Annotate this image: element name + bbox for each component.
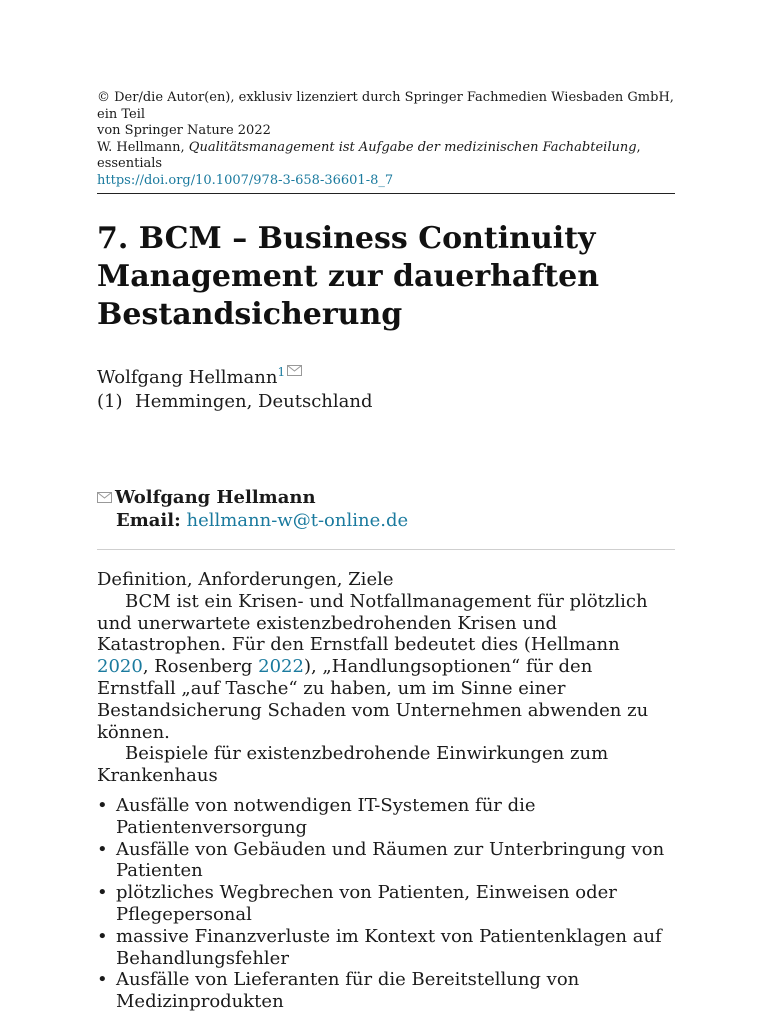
- chapter-title-line-2: Management zur dauerhaften: [97, 259, 600, 294]
- paragraph-definition: [97, 591, 675, 744]
- contact-block: [97, 486, 675, 532]
- paragraph-text: , Rosenberg: [142, 656, 259, 678]
- citation-book-title: Qualitätsmanagement ist Aufgabe der medizinischen Fachabteilung: [188, 139, 637, 155]
- citation-link-2022[interactable]: 2022: [258, 656, 304, 678]
- copyright-notice: [97, 90, 675, 189]
- list-item: • Ausfälle von notwendigen IT-Systemen für die Patientenversorgung: [97, 795, 675, 839]
- section-heading: Definition, Anforderungen, Ziele: [97, 569, 394, 590]
- affiliation-text: Hemmingen, Deutschland: [135, 391, 373, 412]
- copyright-line-2: von Springer Nature 2022: [97, 123, 271, 138]
- affiliation-line: [97, 390, 675, 414]
- examples-list: [97, 795, 675, 1013]
- affiliation-ref-link[interactable]: 1: [277, 365, 286, 379]
- paragraph-text: BCM ist ein Krisen- und Notfallmanagement für plötzlich und unerwartete existenzbedrohenden Krisen und Katastrophen. Für den Ernstfall bedeutet dies (Hellmann: [97, 590, 648, 656]
- citation-line: [97, 140, 675, 173]
- list-item: • plötzliches Wegbrechen von Patienten, Einweisen oder Pflegepersonal: [97, 882, 675, 926]
- list-item: • massive Finanzverluste im Kontext von Patientenklagen auf Behandlungsfehler: [97, 926, 675, 970]
- paragraph-examples-intro: Beispiele für existenzbedrohende Einwirkungen zum Krankenhaus: [97, 743, 609, 787]
- chapter-title: [97, 220, 675, 334]
- contact-divider: [97, 549, 675, 550]
- contact-name-line: [97, 486, 675, 509]
- chapter-title-line-1: 7. BCM – Business Continuity: [97, 221, 596, 256]
- header-divider: [97, 193, 675, 194]
- email-link[interactable]: hellmann-w@t-online.de: [186, 510, 409, 531]
- citation-link-2020[interactable]: 2020: [97, 656, 143, 678]
- envelope-icon: [97, 492, 112, 503]
- chapter-page: [97, 90, 675, 1013]
- author-name-line: [97, 360, 675, 390]
- email-label: Email:: [116, 510, 181, 531]
- paragraph-text: ), „Handlungsoptionen“ für den Ernstfall „auf Tasche“ zu haben, um im Sinne einer Bestandsicherung Schaden vom Unternehmen abwenden zu können.: [97, 656, 649, 743]
- contact-name: Wolfgang Hellmann: [115, 487, 316, 508]
- contact-email-line: [97, 509, 675, 532]
- affiliation-number: (1): [97, 391, 123, 412]
- body-text: [97, 569, 675, 1013]
- author-name: Wolfgang Hellmann: [97, 367, 278, 388]
- chapter-title-line-3: Bestandsicherung: [97, 297, 403, 332]
- citation-suffix: , essentials: [97, 139, 641, 171]
- list-item: • Ausfälle von Gebäuden und Räumen zur Unterbringung von Patienten: [97, 839, 675, 883]
- envelope-icon[interactable]: [287, 365, 302, 376]
- doi-link[interactable]: https://doi.org/10.1007/978-3-658-36601-8_7: [97, 172, 394, 188]
- copyright-line-1: © Der/die Autor(en), exklusiv lizenziert durch Springer Fachmedien Wiesbaden GmbH, ein Teil: [97, 90, 674, 122]
- author-block: [97, 360, 675, 414]
- list-item: • Ausfälle von Lieferanten für die Bereitstellung von Medizinprodukten: [97, 969, 675, 1013]
- citation-prefix: W. Hellmann,: [97, 139, 189, 155]
